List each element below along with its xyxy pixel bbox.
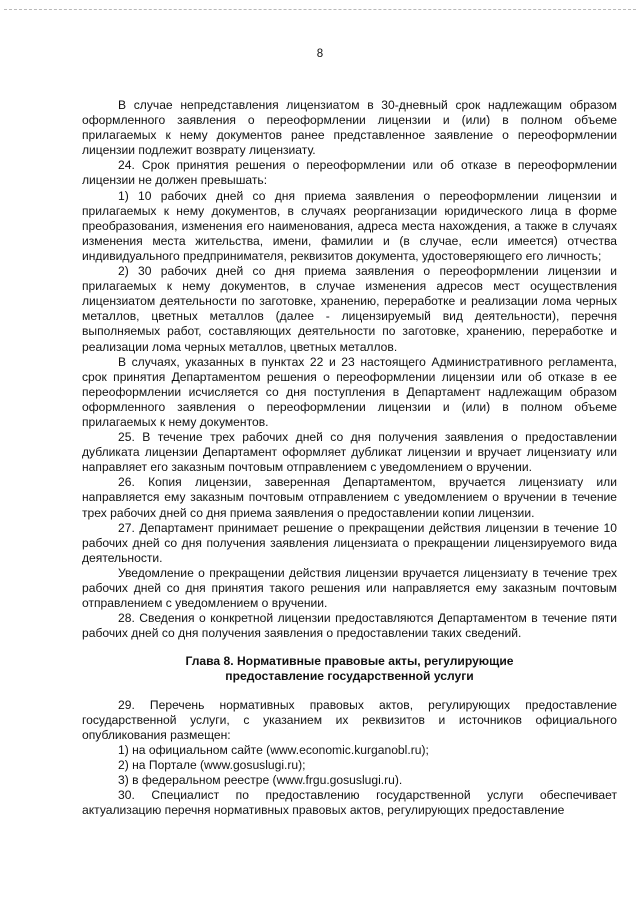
paragraph-29-item-2: 2) на Портале (www.gosuslugi.ru); bbox=[118, 757, 306, 772]
paragraph-cases-22-23: В случаях, указанных в пунктах 22 и 23 настоящего Административного регламента, срок принятия Департаментом решения о переоформлении лицензии или об отказе в ее переоформлении исчисляется со дня поступления в Департамент надлежащим образом оформленного заявления о переоформлении лицензии и (или) в полном объеме прилагаемых к нему документов. bbox=[82, 354, 617, 429]
paragraph-30: 30. Специалист по предоставлению государственной услуги обеспечивает актуализацию перечня нормативных правовых актов, регулирующих предоставление bbox=[82, 788, 617, 818]
paragraph-26: 26. Копия лицензии, заверенная Департаментом, вручается лицензиату или направляется ему заказным почтовым отправлением с уведомлением о вручении в течение трех рабочих дней со дня приема заявления о предоставлении копии лицензии. bbox=[82, 475, 617, 520]
paragraph-24: 24. Срок принятия решения о переоформлении или об отказе в переоформлении лицензии не должен превышать: bbox=[82, 158, 617, 188]
paragraph-29-item-3: 3) в федеральном реестре (www.frgu.gosuslugi.ru). bbox=[118, 773, 403, 788]
chapter-heading bbox=[82, 654, 617, 684]
paragraph-29-item-1: 1) на официальном сайте (www.economic.kurganobl.ru); bbox=[118, 742, 429, 757]
scan-top-edge-line bbox=[4, 9, 636, 10]
page-number: 8 bbox=[316, 48, 324, 60]
paragraph-24-item-2: 2) 30 рабочих дней со дня приема заявления о переоформлении лицензии и прилагаемых к нему документов, в случае изменения адресов мест осуществления лицензиатом деятельности по заготовке, хранению, переработке и реализации лома черных металлов, цветных металлов (далее - лицензируемый вид деятельности), перечня выполняемых работ, составляющих деятельности по заготовке, хранению, переработке и реализации лома черных металлов, цветных металлов. bbox=[82, 264, 617, 354]
chapter-heading-line-2: предоставление государственной услуги bbox=[225, 669, 474, 684]
paragraph-28: 28. Сведения о конкретной лицензии предоставляются Департаментом в течение пяти рабочих дней со дня получения заявления о предоставлении таких сведений. bbox=[82, 611, 617, 641]
paragraph-27: 27. Департамент принимает решение о прекращении действия лицензии в течение 10 рабочих дней со дня получения заявления лицензиата о прекращении лицензируемого вида деятельности. bbox=[82, 520, 617, 565]
paragraph-nonsubmission: В случае непредставления лицензиатом в 30-дневный срок надлежащим образом оформленного заявления о переоформлении лицензии и (или) в полном объеме прилагаемых к нему документов ранее представленное заявление о переоформлении лицензии подлежит возврату лицензиату. bbox=[82, 98, 617, 158]
paragraph-29: 29. Перечень нормативных правовых актов, регулирующих предоставление государственной услуги, с указанием их реквизитов и источников официального опубликования размещен: bbox=[82, 697, 617, 742]
chapter-heading-line-1: Глава 8. Нормативные правовые акты, регулирующие bbox=[185, 654, 514, 669]
paragraph-termination-notice: Уведомление о прекращении действия лицензии вручается лицензиату в течение трех рабочих дней со дня принятия такого решения или направляется ему заказным почтовым отправлением с уведомлением о вручении. bbox=[82, 565, 617, 611]
paragraph-24-item-1: 1) 10 рабочих дней со дня приема заявления о переоформлении лицензии и прилагаемых к нему документов, в случаях реорганизации юридического лица в форме преобразования, изменения его наименования, адреса места нахождения, а также в случаях изменения места жительства, имени, фамилии и (в случае, если имеется) отчества индивидуального предпринимателя, реквизитов документа, удостоверяющего его личность; bbox=[82, 188, 617, 263]
paragraph-25: 25. В течение трех рабочих дней со дня получения заявления о предоставлении дубликата лицензии Департамент оформляет дубликат лицензии и вручает лицензиату или направляет его заказным почтовым отправлением с уведомлением о вручении. bbox=[82, 430, 617, 475]
document-body bbox=[82, 98, 617, 818]
